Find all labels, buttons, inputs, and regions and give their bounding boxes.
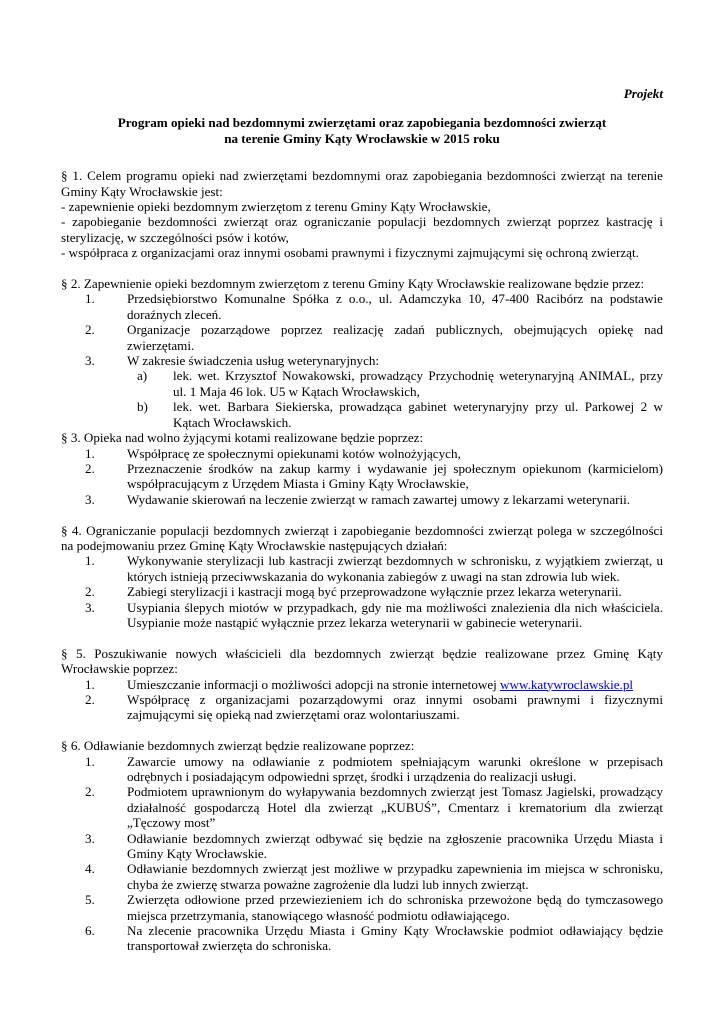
section-3: [61, 430, 663, 507]
list-item: [61, 553, 663, 584]
section-2-sublist: [127, 368, 663, 430]
item-text: Wykonywanie sterylizacji lub kastracji zwierząt bezdomnych w schronisku, z wyjątkiem zwierząt, u których istnieją przeciwwskazania do wykonania zabiegów z uwagi na stan zdrowia lub wiek.: [127, 553, 663, 584]
item-number: 1.: [85, 753, 95, 769]
item-text: Zabiegi sterylizacji i kastracji mogą być przeprowadzone wyłącznie przez lekarza weterynarii.: [127, 584, 622, 600]
item-number: 2.: [85, 460, 95, 476]
item-number: 2.: [85, 691, 95, 707]
section-1-intro: § 1. Celem programu opieki nad zwierzętami bezdomnymi oraz zapobiegania bezdomności zwierząt na terenie Gminy Kąty Wrocławskie jest:: [61, 168, 663, 199]
item-text: Odławianie bezdomnych zwierząt odbywać się będzie na zgłoszenie pracownika Urzędu Miasta i Gminy Kąty Wrocławskie.: [127, 830, 663, 862]
title-line-2: na terenie Gminy Kąty Wrocławskie w 2015 roku: [224, 130, 500, 146]
item-text: lek. wet. Barbara Siekierska, prowadząca gabinet weterynaryjny przy ul. Parkowej 2 w Kątach Wrocławskich.: [173, 399, 663, 430]
item-number: 1.: [85, 553, 95, 569]
list-item: [61, 754, 663, 785]
item-number: 3.: [85, 599, 95, 615]
item-number: 3.: [85, 491, 95, 507]
item-text: Usypiania ślepych miotów w przypadkach, gdy nie ma możliwości znalezienia dla nich właściciela. Usypianie może nastąpić wyłącznie przez lekarza weterynarii w gabinecie weterynarii.: [127, 599, 663, 630]
item-text: Podmiotem uprawnionym do wyłapywania bezdomnych zwierząt jest Tomasz Jagielski, prowadzący działalność gospodarczą Hotel dla zwierząt „KUBUŚ”, Cmentarz i krematorium dla zwierząt „Tęczowy most”: [127, 784, 663, 831]
list-item: [61, 492, 663, 507]
item-text: Zawarcie umowy na odławianie z podmiotem spełniającym warunki określone w przepisach odrębnych i posiadającym odpowiedni sprzęt, środki i urządzenia do realizacji usługi.: [127, 753, 663, 784]
section-6-intro: § 6. Odławianie bezdomnych zwierząt będzie realizowane poprzez:: [61, 738, 415, 754]
item-number: 1.: [85, 291, 95, 307]
item-text: Przedsiębiorstwo Komunalne Spółka z o.o., ul. Adamczyka 10, 47-400 Racibórz na podstawie doraźnych zleceń.: [127, 291, 663, 322]
title-line-1: Program opieki nad bezdomnymi zwierzętami oraz zapobiegania bezdomności zwierząt: [117, 115, 607, 131]
section-5-list: [61, 677, 663, 723]
section-1-item: - zapewnienie opieki bezdomnym zwierzętom z terenu Gminy Kąty Wrocławskie,: [61, 199, 491, 215]
item-letter: a): [137, 368, 148, 384]
item-text: Współpracę ze społecznymi opiekunami kotów wolnożyjących,: [127, 445, 461, 461]
item-text: lek. wet. Krzysztof Nowakowski, prowadzący Przychodnię weterynaryjną ANIMAL, przy ul. 1 Maja 46 lok. U5 w Kątach Wrocławskich,: [173, 368, 663, 399]
list-item: [61, 784, 663, 830]
list-item: [61, 831, 663, 862]
section-5-intro: § 5. Poszukiwanie nowych właścicieli dla bezdomnych zwierząt będzie realizowane przez Gminę Kąty Wrocławskie poprzez:: [61, 645, 663, 677]
item-text: Zwierzęta odłowione przed przewiezieniem ich do schroniska przewożone będą do tymczasowego miejsca przetrzymania, stanowiącego własność podmiotu odławiającego.: [127, 892, 663, 923]
section-4-intro: § 4. Ograniczanie populacji bezdomnych zwierząt i zapobieganie bezdomności zwierząt polega w szczególności na podejmowaniu przez Gminę Kąty Wrocławskie następujących działań:: [61, 522, 663, 553]
list-item: [61, 322, 663, 353]
item-number: 1.: [85, 676, 95, 692]
item-text: W zakresie świadczenia usług weterynaryjnych:: [127, 353, 380, 369]
item-number: 5.: [85, 892, 95, 908]
item-text: Wydawanie skierowań na leczenie zwierząt w ramach zawartej umowy z lekarzami weterynarii.: [127, 491, 631, 507]
section-4-list: [61, 553, 663, 630]
section-6-list: [61, 754, 663, 954]
item-text: Współpracę z organizacjami pozarządowymi oraz innymi osobami prawnymi i fizycznymi zajmującymi się opieką nad zwierzętami oraz wolontariuszami.: [127, 691, 663, 723]
item-number: 2.: [85, 784, 95, 800]
section-6: [61, 738, 663, 954]
item-text: Organizacje pozarządowe poprzez realizację zadań publicznych, obejmujących opiekę nad zwierzętami.: [127, 322, 663, 353]
projekt-label: Projekt: [623, 86, 663, 101]
section-1: [61, 168, 663, 260]
section-1-item: - zapobieganie bezdomności zwierząt oraz ograniczanie populacji bezdomnych zwierząt poprzez kastrację i sterylizację, w szczególności psów i kotów,: [61, 214, 663, 245]
list-item: [61, 584, 663, 599]
document-title: [61, 115, 663, 146]
item-number: 2.: [85, 322, 95, 338]
item-number: 3.: [85, 830, 95, 846]
document-page: [61, 86, 663, 954]
list-item: [61, 600, 663, 631]
item-number: 3.: [85, 353, 95, 369]
section-3-list: [61, 446, 663, 508]
website-link[interactable]: www.katywroclawskie.pl: [500, 676, 634, 692]
list-item: [61, 446, 663, 461]
list-item: [61, 677, 663, 692]
list-item: [61, 861, 663, 892]
section-3-intro: § 3. Opieka nad wolno żyjącymi kotami realizowane będzie poprzez:: [61, 430, 424, 446]
list-item: [61, 692, 663, 723]
item-letter: b): [137, 399, 148, 415]
item-number: 1.: [85, 445, 95, 461]
section-4: [61, 523, 663, 631]
list-item: [61, 291, 663, 322]
item-number: 4.: [85, 861, 95, 877]
list-item: [61, 461, 663, 492]
list-item: [61, 353, 663, 430]
item-text: Odławianie bezdomnych zwierząt jest możliwe w przypadku zapewnienia im miejsca w schronisku, chyba że zwierzę stwarza poważne zagrożenie dla ludzi lub innych zwierząt.: [127, 861, 663, 892]
section-2: [61, 276, 663, 430]
sublist-item: [127, 399, 663, 430]
list-item: [61, 892, 663, 923]
item-number: 6.: [85, 923, 95, 939]
item-text: Umieszczanie informacji o możliwości adopcji na stronie internetowej: [127, 676, 501, 692]
item-number: 2.: [85, 584, 95, 600]
item-text: Na zlecenie pracownika Urzędu Miasta i Gminy Kąty Wrocławskie podmiot odławiający będzie transportował zwierzęta do schroniska.: [127, 923, 663, 954]
item-text: Przeznaczenie środków na zakup karmy i wydawanie jej społecznym opiekunom (karmicielom) współpracującym z Urzędem Miasta i Gminy Kąty Wrocławskie,: [127, 460, 663, 492]
sublist-item: [127, 368, 663, 399]
section-5: [61, 646, 663, 723]
section-1-item: - współpraca z organizacjami oraz innymi osobami prawnymi i fizycznymi zajmującymi się ochroną zwierząt.: [61, 245, 639, 261]
list-item: [61, 923, 663, 954]
section-2-list: [61, 291, 663, 430]
section-2-intro: § 2. Zapewnienie opieki bezdomnym zwierzętom z terenu Gminy Kąty Wrocławskie realizowane będzie przez:: [61, 276, 645, 292]
